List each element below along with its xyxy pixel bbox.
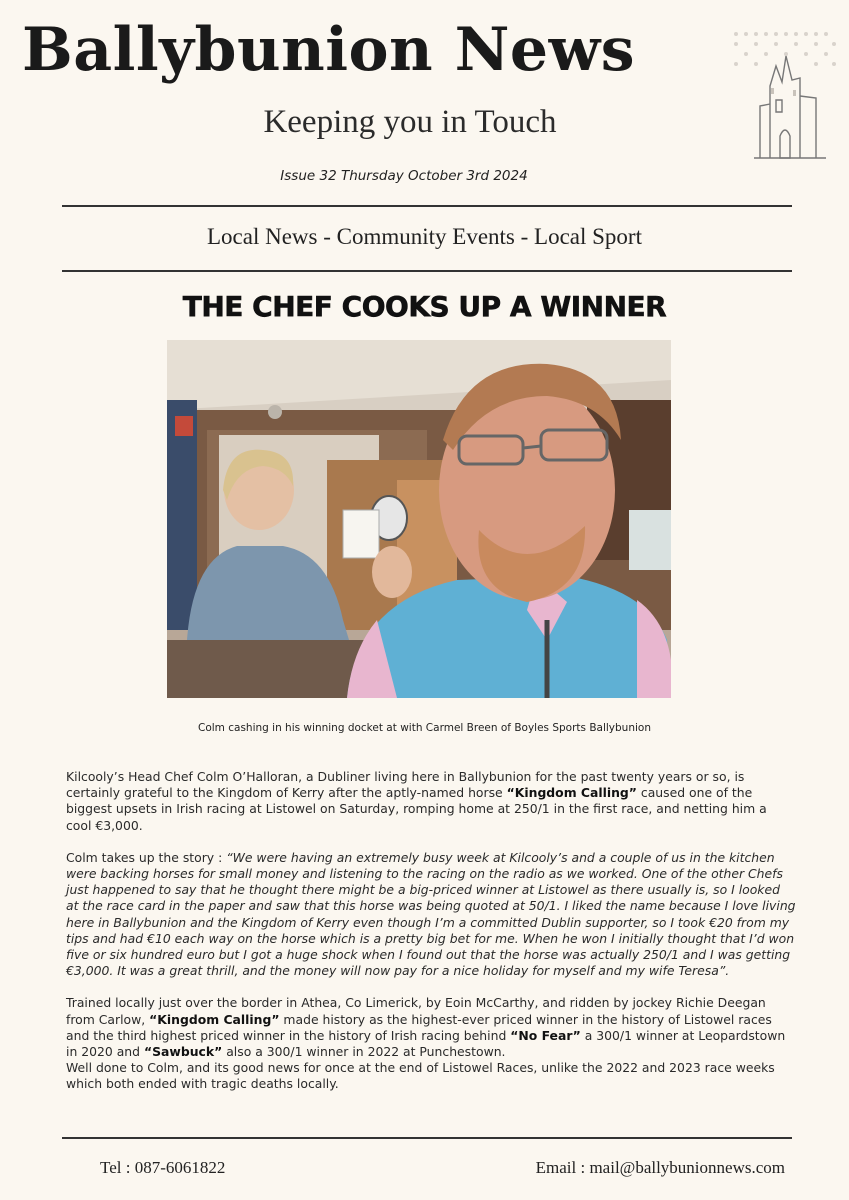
article-body (66, 769, 796, 1109)
paragraph-4: Well done to Colm, and its good news for once at the end of Listowel Races, unlike the 2022 and 2023 race weeks which both ended with tragic deaths locally. (66, 1060, 775, 1092)
text-run: made history as the highest-ever priced winner in the history of Listowel races and the third highest priced winner in the history of Irish racing behind (66, 1011, 772, 1043)
castle-logo-icon (730, 26, 840, 166)
article-headline: THE CHEF COOKS UP A WINNER (182, 290, 667, 323)
divider-top (62, 205, 792, 207)
horse-name: “Kingdom Calling” (506, 785, 637, 801)
horse-name: “No Fear” (510, 1027, 581, 1043)
text-run: Trained locally just over the border in Athea, Co Limerick, by Eoin McCarthy, and ridden by jockey Richie Deegan from Carlow, (66, 995, 766, 1027)
tagline: Keeping you in Touch (263, 104, 557, 140)
colm-quote: “We were having an extremely busy week at Kilcooly’s and a couple of us in the kitchen were backing horses for small money and listening to the racing on the radio as we worked. One of the other Chefs just happened to say that he thought there might be a big-priced winner at Listowel as there usually is, so I looked at the race card in the paper and saw that this horse was being quoted at 50/1. I liked the name because I love living here in Ballybunion and the Kingdom of Kerry even though I’m a committed Dublin supporter, so I took €20 from my tips and had €10 each way on the horse which is a pretty big bet for me. When he won I initially thought that I’d won five or six hundred euro but I got a huge shock when I found out that the horse was actually 250/1 and I was getting €3,000. It was a great thrill, and the money will now pay for a nice holiday for myself and my wife Teresa”. (66, 849, 796, 979)
issue-date: Issue 32 Thursday October 3rd 2024 (280, 168, 528, 184)
footer-email: Email : mail@ballybunionnews.com (535, 1158, 785, 1177)
divider-bottom (62, 270, 792, 272)
text-run: also a 300/1 winner in 2022 at Punchestown. (222, 1044, 506, 1060)
text-run: Colm takes up the story : (66, 849, 227, 865)
paragraph-1 (66, 769, 796, 834)
text-run: a 300/1 winner at Leopardstown in 2020 and (66, 1027, 786, 1060)
text-run: Kilcooly’s Head Chef Colm O’Halloran, a Dubliner living here in Ballybunion for the past twenty years or so, is certainly grateful to the Kingdom of Kerry after the aptly-named horse (66, 769, 745, 801)
footer-phone: Tel : 087-6061822 (100, 1158, 226, 1177)
newspaper-title: Ballybunion News (22, 15, 636, 85)
photo-caption: Colm cashing in his winning docket at with Carmel Breen of Boyles Sports Ballybunion (198, 722, 651, 734)
text-run: caused one of the biggest upsets in Irish racing at Listowel on Saturday, romping home at 250/1 in the first race, and netting him a cool €3,000. (66, 785, 767, 833)
divider-footer (62, 1137, 792, 1139)
article-photo (167, 340, 671, 698)
section-list: Local News - Community Events - Local Sport (206, 224, 642, 249)
paragraph-3 (66, 995, 796, 1060)
paragraph-2 (66, 850, 796, 980)
horse-name: “Kingdom Calling” (149, 1011, 280, 1027)
horse-name: “Sawbuck” (143, 1044, 223, 1060)
